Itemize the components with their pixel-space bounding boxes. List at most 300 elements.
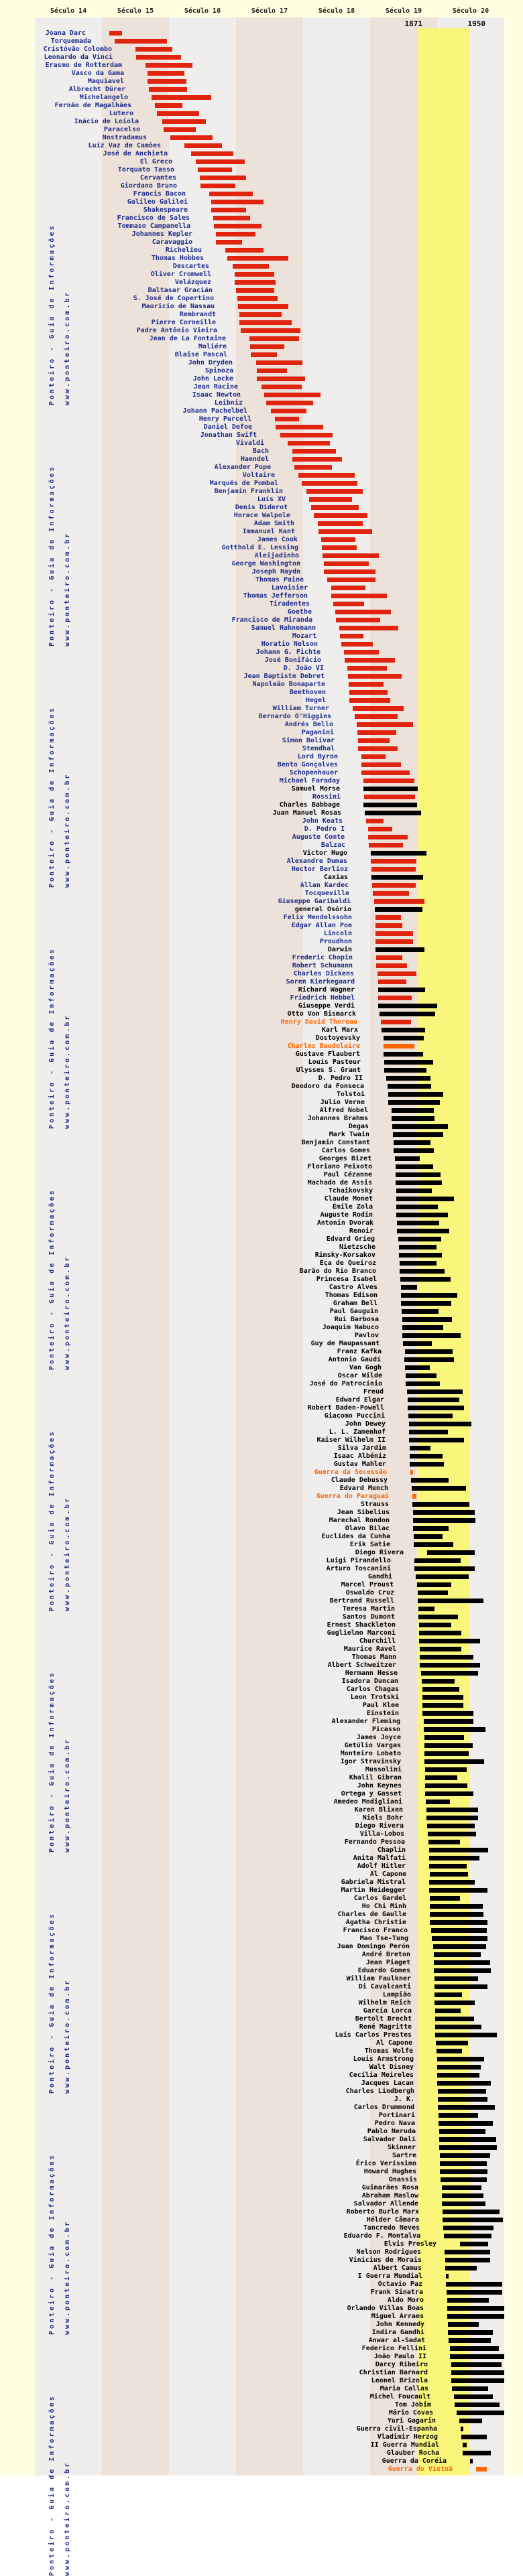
sidebar-site-name-vertical: Ponteiro - Guia de Informações [48,2153,56,2335]
person-name[interactable]: Soren Kierkegaard [286,978,355,986]
century-label: Século 18 [318,7,355,15]
lifespan-bar [397,1221,439,1225]
lifespan-bar [374,899,424,904]
lifespan-bar [396,1189,432,1193]
person-name[interactable]: Hector Berlioz [291,866,348,873]
person-name: Leonel Brizola [371,2377,428,2384]
person-name[interactable]: Michael Faraday [279,777,340,785]
lifespan-bar [437,2065,481,2070]
person-name: Carlos Gomes [321,1147,370,1154]
person-name[interactable]: El Greco [139,158,172,165]
person-name: Santos Dumont [342,1613,395,1621]
person-name: Ernest Shackleton [327,1621,396,1629]
lifespan-bar [418,1590,448,1595]
lifespan-bar [430,1920,487,1925]
person-name: Maurice Ravel [343,1645,396,1653]
lifespan-bar [148,71,184,76]
person-name[interactable]: Napoleão Bonaparte [252,681,325,688]
person-name[interactable]: Denis Diderot [235,504,288,511]
person-name[interactable]: Tommaso Campanella [117,222,190,230]
lifespan-bar [331,586,365,590]
lifespan-bar [445,2258,490,2262]
lifespan-bar [358,738,390,743]
person-name: Guimarães Rosa [361,2184,418,2191]
lifespan-bar [461,2435,487,2439]
person-name[interactable]: Rossini [312,793,341,801]
person-name[interactable]: Leibniz [214,399,243,407]
person-name[interactable]: Charles Baudelaire [287,1042,360,1050]
lifespan-bar [402,1333,461,1338]
lifespan-bar [323,553,379,558]
person-name: John Keynes [357,1782,402,1789]
person-name[interactable]: Mauricio de Nassau [141,303,215,310]
person-name[interactable]: Paracelso [103,126,140,133]
lifespan-bar [170,135,213,140]
person-name[interactable]: Johann G. Fichte [255,649,321,656]
person-name: Al Capone [375,2039,412,2047]
person-name[interactable]: Allan Kardec [300,882,349,889]
lifespan-bar [451,2362,502,2367]
person-name: Michel Foucault [369,2393,430,2400]
person-name[interactable]: Maquiavel [87,78,124,85]
person-name[interactable]: Francisco de Sales [117,214,190,222]
person-name[interactable]: Felix Mendelssohn [283,914,352,921]
person-name: Igor Stravinsky [340,1758,401,1765]
lifespan-bar [450,2354,504,2359]
person-name[interactable]: Voltaire [242,472,275,479]
lifespan-bar [198,167,232,172]
sidebar-site-url-vertical: www.ponteiro.com.br [64,772,71,888]
person-name[interactable]: Albrecht Dürer [68,86,125,93]
person-name: Giacomo Puccini [324,1412,385,1420]
war-name: I Guerra Mundial [357,2273,422,2280]
person-name: Luís Carlos Prestes [335,2031,412,2039]
lifespan-bar [432,1936,487,1941]
lifespan-bar [311,505,359,510]
person-name[interactable]: Michelangelo [79,94,128,101]
lifespan-bar [164,127,196,132]
person-name: Darwin [327,946,352,953]
person-name[interactable]: Shakespeare [143,206,188,214]
lifespan-bar [371,875,423,880]
person-name: Hermann Hesse [345,1670,398,1677]
lifespan-bar [430,1872,468,1877]
lifespan-bar [405,1349,453,1354]
person-name[interactable]: Robert Schumann [292,962,353,969]
person-name[interactable]: Horace Walpole [233,512,290,519]
lifespan-bar [148,79,186,84]
person-name[interactable]: Joseph Haydn [251,568,300,575]
person-name: Isaac Albéniz [333,1452,386,1460]
person-name[interactable]: Goethe [287,608,312,616]
person-name: Carlos Drummond [353,2104,414,2111]
person-name[interactable]: George Washington [231,560,300,567]
person-name: Gustave Flaubert [295,1050,360,1058]
lifespan-bar [376,963,407,968]
lifespan-bar [410,1462,444,1467]
person-name[interactable]: Henry Purcell [198,415,251,423]
person-name: Cecília Meireles [349,2072,414,2079]
person-name[interactable]: John Keats [302,817,343,825]
lifespan-bar [454,2394,493,2399]
lifespan-bar [437,2057,484,2061]
lifespan-bar [235,272,274,277]
century-label: Século 14 [50,7,87,15]
lifespan-bar [419,1631,461,1635]
person-name[interactable]: Daniel Defoe [203,423,252,431]
lifespan-bar [399,1245,437,1249]
person-name: Mussolini [365,1766,402,1773]
person-name[interactable]: Vasco da Gama [71,70,124,77]
person-name[interactable]: Johann Pachelbel [182,407,247,415]
person-name[interactable]: Pierre Corneille [151,319,216,326]
lifespan-bar [424,1751,469,1756]
lifespan-bar [409,1438,464,1442]
lifespan-bar [413,1526,449,1531]
person-name: Abraham Maslow [361,2192,418,2199]
lifespan-bar [347,666,387,671]
person-name[interactable]: Paganini [301,729,334,736]
person-name[interactable]: Charles Dickens [293,970,354,977]
lifespan-bar [439,2145,497,2150]
person-name[interactable]: D. João VI [283,665,324,672]
person-name[interactable]: Torquato Tasso [117,166,174,174]
lifespan-bar [378,1004,437,1008]
lifespan-bar [115,39,167,44]
person-name[interactable]: Aleijadinho [254,552,299,559]
lifespan-bar [400,1269,445,1274]
person-name: Thomas Edison [325,1292,377,1299]
person-name[interactable]: Giordano Bruno [120,182,177,190]
lifespan-bar [447,2298,489,2303]
century-label: Século 20 [452,7,489,15]
person-name: Luigi Pirandello [326,1557,391,1564]
lifespan-bar [424,1743,473,1748]
person-name[interactable]: Erasmo de Rotterdam [45,62,122,69]
person-name[interactable]: Balzac [321,841,345,849]
lifespan-bar [358,746,398,751]
person-name[interactable]: Samuel Hahnemann [251,624,316,632]
war-period-bar [470,2459,473,2463]
person-name[interactable]: Friedrich Hebbel [290,994,355,1002]
person-name[interactable]: Bach [252,448,269,455]
lifespan-bar [369,843,403,848]
person-name[interactable]: Torquemada [50,38,91,45]
person-name[interactable]: José de Anchieta [103,150,168,157]
lifespan-bar [400,1261,437,1266]
person-name[interactable]: Simon Bolívar [282,737,335,744]
lifespan-bar [420,1663,480,1668]
person-name: Dostoyevsky [315,1034,360,1042]
person-name[interactable]: Nostradamus [102,134,147,141]
person-name: Leon Trotski [350,1694,399,1701]
highlight-end-year-label: 1950 [467,19,485,28]
lifespan-bar [420,1647,461,1651]
lifespan-bar [422,1695,463,1700]
person-name[interactable]: Lincoln [323,930,352,937]
lifespan-bar [384,1036,424,1040]
lifespan-bar [136,55,181,60]
person-name: Otto Von Bismarck [287,1010,356,1018]
person-name[interactable]: Tocqueville [304,890,349,897]
century-label: Século 17 [251,7,288,15]
person-name[interactable]: Alexander Pope [214,464,271,471]
lifespan-bar [227,256,288,261]
person-name[interactable]: Galileo Galilei [127,198,188,206]
person-name: Freud [363,1388,384,1396]
war-period-bar [476,2467,487,2471]
lifespan-bar [437,2073,479,2078]
lifespan-bar [384,1060,433,1065]
person-name: Carlos Chagas [346,1686,399,1693]
person-name[interactable]: Alexandre Dumas [286,858,347,865]
lifespan-bar [442,2201,485,2206]
person-name[interactable]: Luíz Vaz de Camões [88,142,161,149]
lifespan-bar [357,730,396,735]
lifespan-bar [249,336,299,341]
person-name: René Magritte [359,2023,412,2031]
person-name: Agatha Christie [345,1919,406,1926]
person-name: Glauber Rocha [386,2449,439,2457]
person-name[interactable]: Descartes [172,263,209,270]
lifespan-bar [422,1703,463,1708]
lifespan-bar [414,1558,461,1563]
person-name: Edward Elgar [335,1396,384,1404]
person-name[interactable]: D. Pedro I [304,825,345,833]
person-name[interactable]: Baltasar Gracián [148,287,213,294]
person-name[interactable]: Luís XV [257,496,286,503]
person-name[interactable]: Richelieu [165,247,202,254]
person-name[interactable]: S. José de Copertino [133,295,214,302]
person-name: Paul Cézanne [323,1171,372,1178]
lifespan-bar [447,2306,504,2311]
lifespan-bar [375,939,413,944]
lifespan-bar [149,87,187,92]
person-name: Arturo Toscanini [326,1565,391,1572]
person-name: Pavlov [354,1332,379,1339]
lifespan-bar [434,1952,481,1957]
person-name[interactable]: Adam Smith [253,520,294,527]
person-name[interactable]: Auguste Comte [292,833,345,841]
lifespan-bar [449,2338,491,2343]
person-name: Bertolt Brecht [355,2015,412,2023]
lifespan-bar [418,1615,458,1619]
person-name[interactable]: Schopenhauer [289,769,338,776]
war-name: II Guerra Mundial [370,2441,439,2449]
person-name: Al Capone [369,1871,406,1878]
person-name[interactable]: Inácio de Loiola [74,118,139,125]
person-name[interactable]: Moliére [198,343,227,350]
lifespan-bar [430,1896,460,1901]
person-name: Nelson Rodrigues [356,2248,421,2256]
person-name: Princesa Isabel [316,1276,377,1283]
person-name[interactable]: Isaac Newton [192,391,241,399]
person-name[interactable]: Caravaggio [152,239,192,246]
lifespan-bar [434,1976,478,1981]
lifespan-bar [416,1574,469,1579]
lifespan-bar [426,1808,478,1812]
person-name[interactable]: Andrés Bello [284,721,333,728]
lifespan-bar [396,1213,448,1217]
person-name: Nietzsche [339,1243,375,1251]
person-name: Tchaikovsky [328,1187,373,1195]
person-name[interactable]: Velázquez [174,279,211,286]
lifespan-bar [152,95,211,100]
lifespan-bar [429,1864,467,1869]
person-name: Victor Hugo [302,850,347,857]
lifespan-bar [401,1285,417,1290]
lifespan-bar [384,1044,414,1048]
person-name: João Paulo II [373,2353,426,2360]
lifespan-bar [433,1944,486,1949]
lifespan-bar [213,216,250,220]
person-name[interactable]: Fernão de Magalhães [54,102,131,109]
lifespan-bar [439,2121,493,2126]
sidebar-site-url-vertical: www.ponteiro.com.br [64,1978,71,2094]
person-name[interactable]: Thomas Paine [255,576,304,584]
person-name[interactable]: Padre Antônio Vieira [136,327,217,334]
person-name: Degas [348,1123,369,1130]
lifespan-bar [321,537,355,542]
person-name[interactable]: Tiradentes [269,600,310,608]
person-name: Isadora Duncan [341,1678,398,1685]
person-name[interactable]: Henry David Thoreau [280,1018,357,1026]
lifespan-bar [109,31,122,36]
lifespan-bar [239,320,292,325]
war-name: Guerra do Vietnã [388,2465,453,2473]
person-name[interactable]: Jonathan Swift [200,431,257,439]
person-name[interactable]: Lutero [109,110,133,117]
person-name[interactable]: Lavoisier [271,584,308,592]
person-name: Howard Hughes [363,2168,416,2175]
person-name: Vladimir Herzog [377,2433,438,2441]
person-name: Gabriela Mistral [341,1879,406,1886]
person-name[interactable]: Proudhon [319,938,352,945]
lifespan-bar [413,1518,475,1523]
person-name: Kaiser Wilhelm II [316,1436,386,1444]
person-name[interactable]: Lord Byron [297,753,338,760]
sidebar-site-url-vertical: www.ponteiro.com.br [64,290,71,405]
person-name[interactable]: Thomas Jefferson [243,592,308,600]
lifespan-bar [382,1028,425,1032]
person-name[interactable]: Haendel [240,456,269,463]
lifespan-bar [448,2322,479,2327]
person-name[interactable]: Jean de La Fontaine [149,335,226,342]
person-name[interactable]: Leonardo da Vinci [44,54,113,61]
lifespan-bar [288,441,330,446]
person-name[interactable]: Hegel [305,697,326,704]
lifespan-bar [331,594,387,598]
lifespan-bar [216,232,255,236]
person-name: Edvard Grieg [326,1235,375,1243]
lifespan-bar [344,650,379,655]
person-name[interactable]: William Turner [272,705,329,712]
person-name[interactable]: Horatio Nelson [261,640,318,648]
person-name[interactable]: Blaise Pascal [174,351,227,358]
person-name[interactable]: Francis Bacon [133,190,186,198]
person-name[interactable]: James Cook [257,536,298,543]
person-name[interactable]: Benjamin Franklin [214,488,283,495]
person-name[interactable]: Edgar Allan Poe [291,922,352,929]
person-name: Floriano Peixoto [307,1163,372,1170]
person-name[interactable]: Stendhal [302,745,335,752]
lifespan-bar [455,2402,500,2407]
person-name[interactable]: Bento Gonçalves [277,761,338,768]
person-name[interactable]: José Bonifácio [264,657,321,664]
person-name[interactable]: Frederic Chopin [292,954,353,961]
lifespan-bar [394,1148,434,1153]
lifespan-bar [422,1711,473,1716]
person-name[interactable]: Beethoven [289,689,326,696]
person-name: Antonio Gaudí [328,1356,381,1363]
person-name[interactable]: Cristóvão Colombo [43,46,112,53]
person-name: Rimsky-Korsakov [314,1251,375,1259]
person-name[interactable]: Cervantes [139,174,176,182]
lifespan-bar [448,2330,493,2335]
lifespan-bar [324,561,369,566]
person-name[interactable]: Vivaldi [235,439,264,447]
sidebar-site-url-vertical: www.ponteiro.com.br [64,2461,71,2576]
lifespan-bar [200,176,246,180]
lifespan-bar [361,762,401,767]
person-name: Marechal Rondon [329,1517,390,1524]
person-name: Érico Veríssimo [355,2160,416,2167]
lifespan-bar [450,2346,499,2351]
lifespan-bar [406,1381,440,1386]
person-name[interactable]: Spinoza [205,367,233,375]
person-name: Ortega y Gasset [341,1790,402,1798]
lifespan-bar [298,473,355,478]
person-name[interactable]: Bernardo O'Higgins [258,713,331,720]
person-name: D. Pedro II [318,1075,363,1082]
lifespan-bar [425,1775,457,1780]
person-name[interactable]: Jean Racine [193,383,238,391]
lifespan-bar [434,1984,487,1989]
lifespan-bar [436,2041,468,2045]
lifespan-bar [443,2226,493,2230]
person-name[interactable]: John Dryden [188,359,233,366]
person-name[interactable]: Thomas Hobbes [151,255,204,262]
person-name: Orlando Villas Boas [347,2305,424,2312]
lifespan-bar [403,1341,432,1346]
person-name: Salvador Allende [353,2200,418,2208]
person-name[interactable]: Mozart [292,632,316,640]
person-name[interactable]: Immanuel Kant [242,528,295,535]
person-name: Émile Zola [332,1203,373,1211]
person-name: Guy de Maupassant [310,1340,380,1347]
person-name: Federico Fellini [361,2345,426,2352]
person-name[interactable]: Johannes Kepler [131,230,192,238]
lifespan-bar [420,1655,473,1659]
lifespan-bar [214,224,262,228]
person-name[interactable]: Jean Baptiste Debret [243,673,325,680]
person-name[interactable]: John Locke [192,375,233,383]
lifespan-bar [394,1140,430,1145]
person-name[interactable]: Rembrandt [179,311,216,318]
lifespan-bar [440,2161,487,2166]
person-name[interactable]: Gotthold E. Lessing [221,544,298,551]
lifespan-bar [425,1767,467,1772]
person-name[interactable]: Marquês de Pombal [209,480,278,487]
person-name[interactable]: Giuseppe Garibaldi [278,898,351,905]
person-name: Skinner [387,2144,416,2151]
lifespan-bar [292,457,342,462]
person-name: Villa-Lobos [359,1830,404,1838]
person-name[interactable]: Francisco de Miranda [231,616,312,624]
person-name[interactable]: Oliver Cromwell [150,271,211,278]
person-name[interactable]: Joana Darc [45,29,86,37]
person-name: Vinícius de Morais [349,2256,422,2264]
